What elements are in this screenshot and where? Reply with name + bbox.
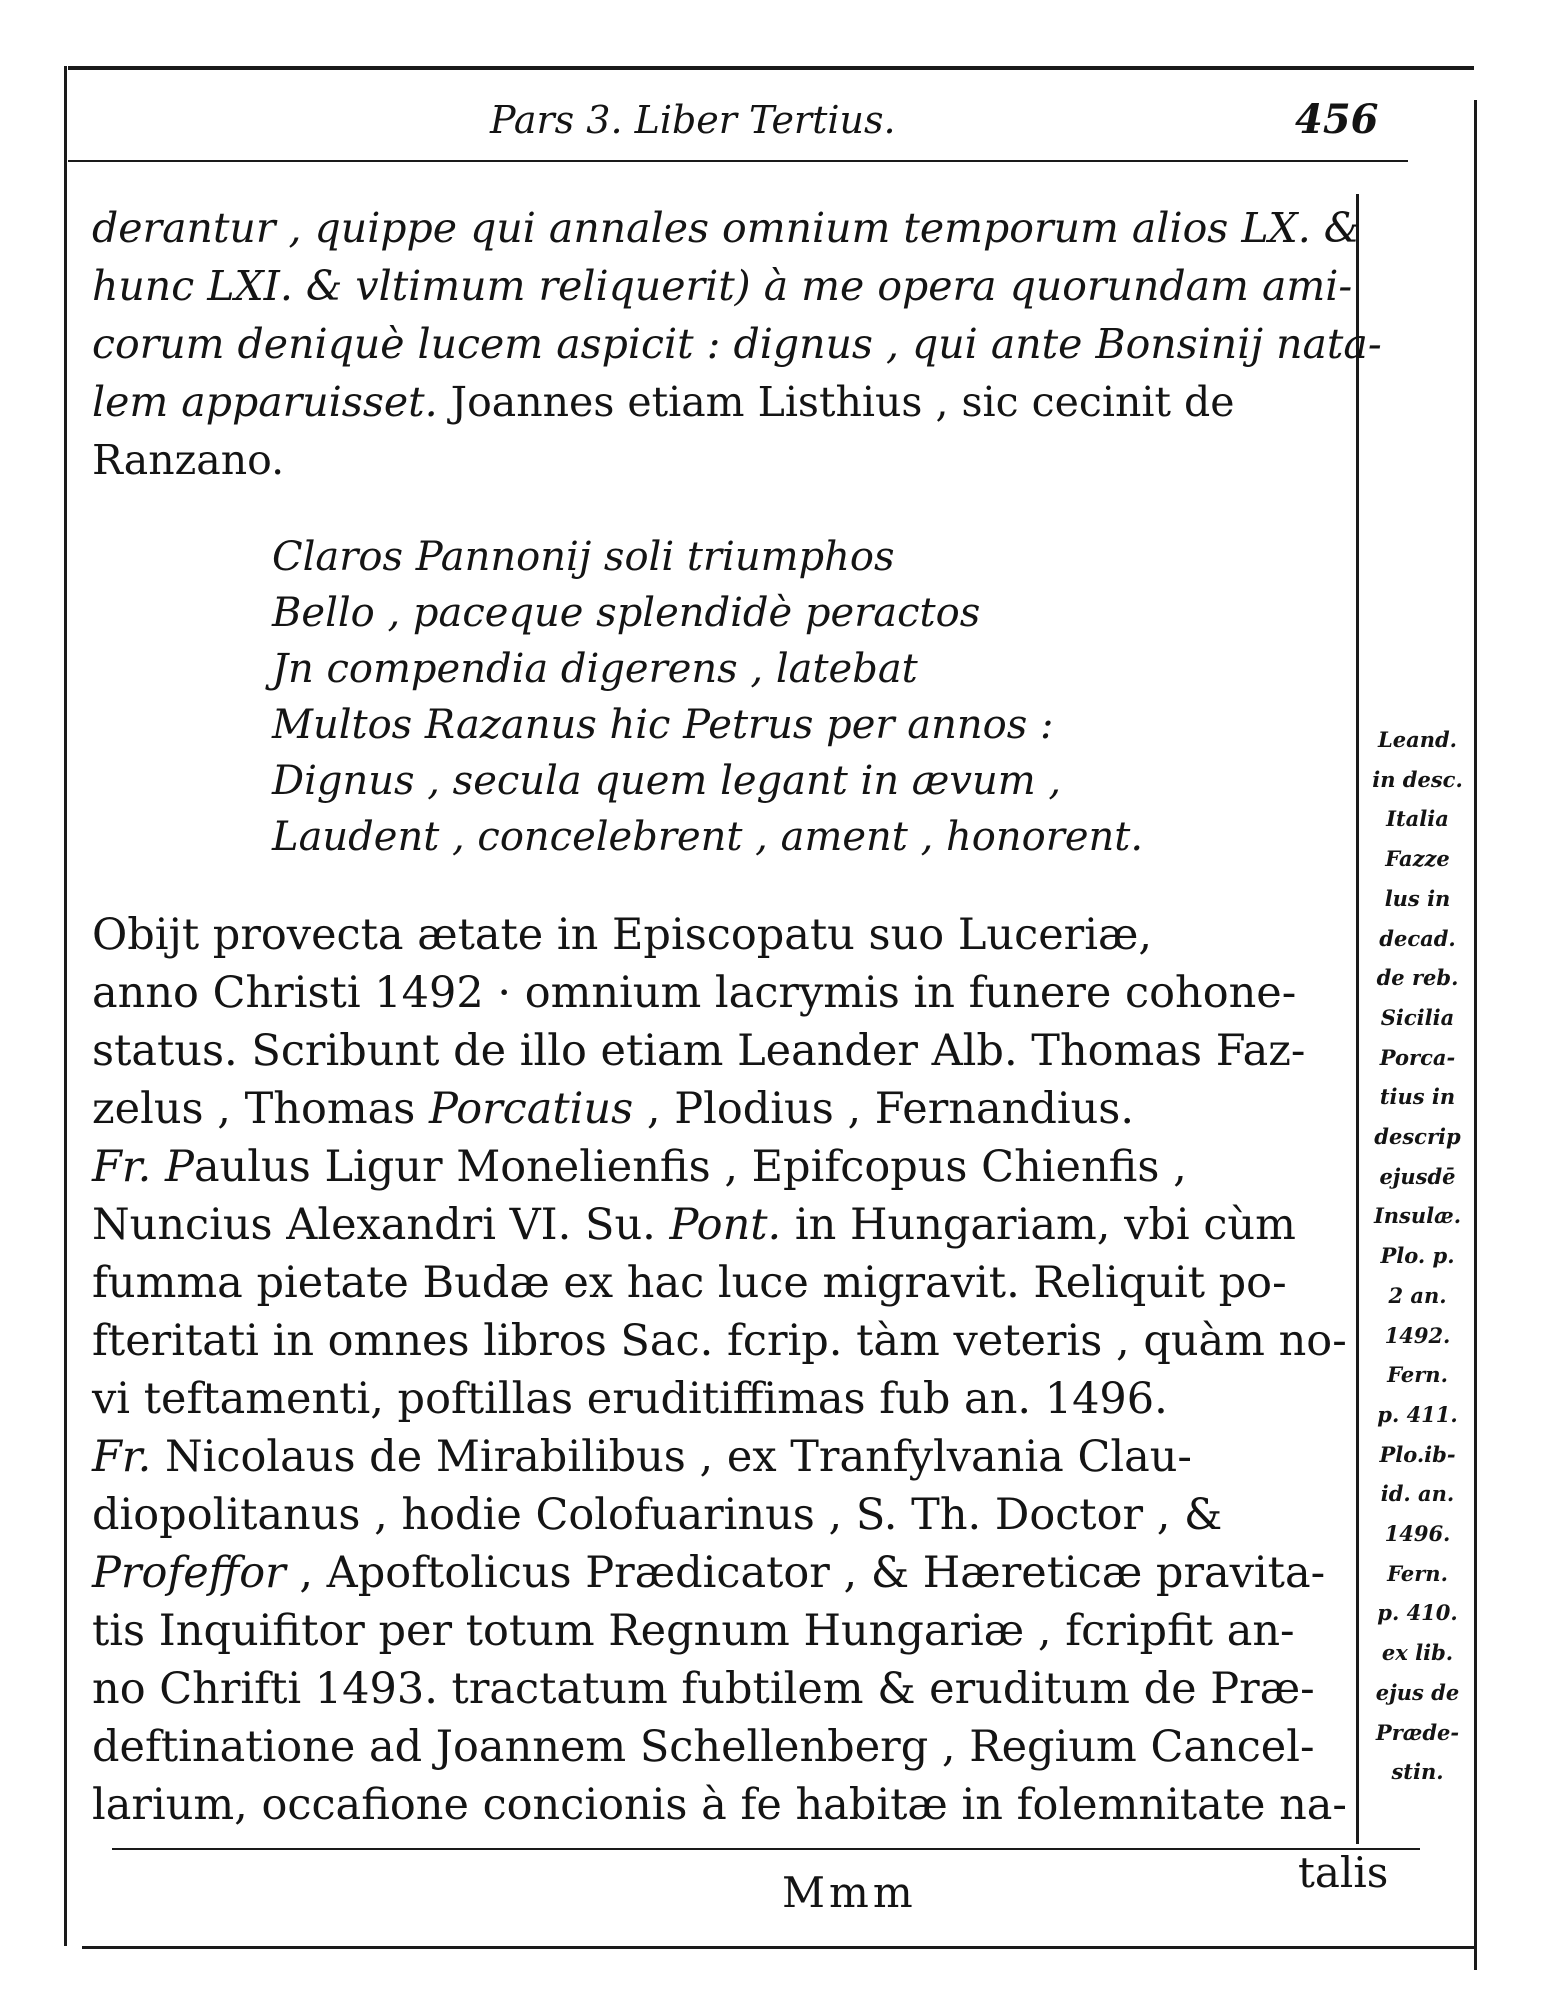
text-run: aulus Ligur Monelienfis , Epifcopus Chienfis , <box>193 1142 1187 1192</box>
text-run: tis Inquifitor per totum Regnum Hungariæ , fcripfit an- <box>92 1606 1295 1656</box>
text-run: Nicolaus de Mirabilibus , ex Tranfylvania Clau- <box>165 1432 1192 1482</box>
text-run: Fr. P <box>92 1142 194 1192</box>
text-run: larium, occafione concionis à fe habitæ in folemnitate na- <box>92 1780 1347 1830</box>
text-column-right-rule <box>1356 194 1359 1844</box>
marginal-note-line: ejus de <box>1375 1679 1460 1705</box>
text-line <box>92 1082 1332 1136</box>
marginal-note-line: 2 an. <box>1388 1282 1447 1308</box>
marginal-note-line: 1492. <box>1384 1322 1451 1348</box>
marginal-note-line: Insulæ. <box>1373 1203 1462 1229</box>
text-line <box>92 1662 1332 1716</box>
text-run: derantur , quippe qui annales omnium temporum alios LX. & <box>92 204 1361 252</box>
text-run: Fr. <box>92 1432 166 1482</box>
marginal-note-line: decad. <box>1379 925 1456 951</box>
text-run: hunc LXI. & vltimum reliquerit) à me opera quorundam ami- <box>92 262 1353 310</box>
marginal-note-line: Fern. <box>1387 1362 1448 1388</box>
text-run: in Hungariam, vbi cùm <box>781 1200 1296 1250</box>
catchword: talis <box>1298 1848 1389 1897</box>
marginal-note-line: Plo.ib- <box>1379 1441 1456 1467</box>
marginal-note-line: in desc. <box>1372 766 1463 792</box>
marginal-note-line: Italia <box>1386 806 1449 832</box>
text-run: fteritati in omnes libros Sac. fcrip. tàm veteris , quàm no- <box>92 1316 1347 1366</box>
marginal-note-line: tius in <box>1379 1084 1456 1110</box>
text-line <box>92 434 1332 486</box>
marginal-note-line: de reb. <box>1376 965 1459 991</box>
text-line <box>92 318 1382 370</box>
marginal-note-line: p. 411. <box>1377 1401 1458 1427</box>
text-run: Obijt provecta ætate in Episcopatu suo Luceriæ, <box>92 910 1153 960</box>
marginal-note-line: Præde- <box>1375 1719 1460 1745</box>
text-run: Ranzano. <box>92 436 285 484</box>
marginal-note-line: Plo. p. <box>1380 1243 1455 1269</box>
text-run: Pont. <box>669 1200 782 1250</box>
text-line <box>92 908 1332 962</box>
verse-line: Laudent , concelebrent , ament , honorent. <box>272 814 1144 860</box>
marginal-note-line: Porca- <box>1379 1044 1456 1070</box>
text-run: corum deniquè lucem aspicit : dignus , qui ante Bonsinij nata- <box>92 320 1382 368</box>
text-run: deftinatione ad Joannem Schellenberg , Regium Cancel- <box>92 1722 1315 1772</box>
text-run: Joannes etiam Listhius , sic cecinit de <box>437 378 1235 426</box>
text-run: diopolitanus , hodie Colofuarinus , S. Th. Doctor , & <box>92 1490 1223 1540</box>
footer-rule <box>112 1848 1420 1850</box>
marginal-note-line: Fazze <box>1385 846 1450 872</box>
text-line <box>92 1546 1332 1600</box>
top-border-rule <box>68 66 1474 70</box>
marginal-note-line: lus in <box>1384 885 1451 911</box>
text-line <box>92 1488 1332 1542</box>
text-line <box>92 1372 1332 1426</box>
marginal-note-line: id. an. <box>1380 1481 1455 1507</box>
text-line <box>92 1024 1332 1078</box>
text-run: fumma pietate Budæ ex hac luce migravit. Reliquit po- <box>92 1258 1287 1308</box>
marginal-note-line: descrip <box>1374 1124 1461 1149</box>
marginal-note-line: Leand. <box>1378 727 1457 752</box>
verse-line: Bello , paceque splendidè peractos <box>272 590 981 636</box>
text-line <box>92 202 1361 254</box>
verse-line: Jn compendia digerens , latebat <box>272 646 918 692</box>
verse-line: Dignus , secula quem legant in ævum , <box>272 758 1062 804</box>
text-run: Porcatius <box>429 1084 634 1134</box>
text-run: zelus , Thomas <box>92 1084 430 1134</box>
text-line <box>92 1314 1347 1368</box>
text-run: , Apoftolicus Prædicator , & Hæreticæ pravita- <box>285 1548 1326 1598</box>
text-line <box>92 1198 1332 1252</box>
page-number: 456 <box>1295 96 1379 143</box>
verse-line: Multos Razanus hic Petrus per annos : <box>272 702 1054 748</box>
marginal-note-line: Sicilia <box>1380 1004 1455 1030</box>
text-run: , Plodius , Fernandius. <box>633 1084 1135 1134</box>
text-line <box>92 376 1332 428</box>
marginal-note-line: Fern. <box>1387 1560 1448 1586</box>
marginal-note-line: p. 410. <box>1377 1600 1458 1626</box>
signature-mark: Mmm <box>782 1868 917 1917</box>
bottom-border-rule <box>82 1946 1474 1949</box>
text-run: Nuncius Alexandri VI. Su. <box>92 1200 670 1250</box>
text-line <box>92 1604 1332 1658</box>
text-line <box>92 966 1332 1020</box>
text-line <box>92 1720 1332 1774</box>
marginal-note-line: 1496. <box>1384 1521 1451 1546</box>
text-line <box>92 1430 1332 1484</box>
left-border-rule <box>64 66 67 1946</box>
text-line <box>92 1140 1332 1194</box>
text-run: no Chrifti 1493. tractatum fubtilem & eruditum de Præ- <box>92 1664 1315 1714</box>
marginal-note-line: stin. <box>1391 1759 1444 1785</box>
text-run: anno Christi 1492 · omnium lacrymis in funere cohone- <box>92 968 1297 1018</box>
marginal-note-line: ejusdē <box>1379 1163 1456 1189</box>
outer-right-border-rule <box>1474 100 1477 1970</box>
running-title: Pars 3. Liber Tertius. <box>490 98 896 142</box>
text-run: vi teftamenti, poftillas eruditiffimas fub an. 1496. <box>92 1374 1168 1424</box>
text-line <box>92 1256 1332 1310</box>
marginal-note-line: ex lib. <box>1381 1640 1454 1666</box>
text-run: lem apparuisset. <box>92 378 438 426</box>
header-underline-rule <box>68 160 1408 162</box>
text-line <box>92 1778 1347 1832</box>
text-run: Profeffor <box>92 1548 286 1598</box>
text-line <box>92 260 1353 312</box>
verse-line: Claros Pannonij soli triumphos <box>272 534 895 580</box>
text-run: status. Scribunt de illo etiam Leander Alb. Thomas Faz- <box>92 1026 1306 1076</box>
